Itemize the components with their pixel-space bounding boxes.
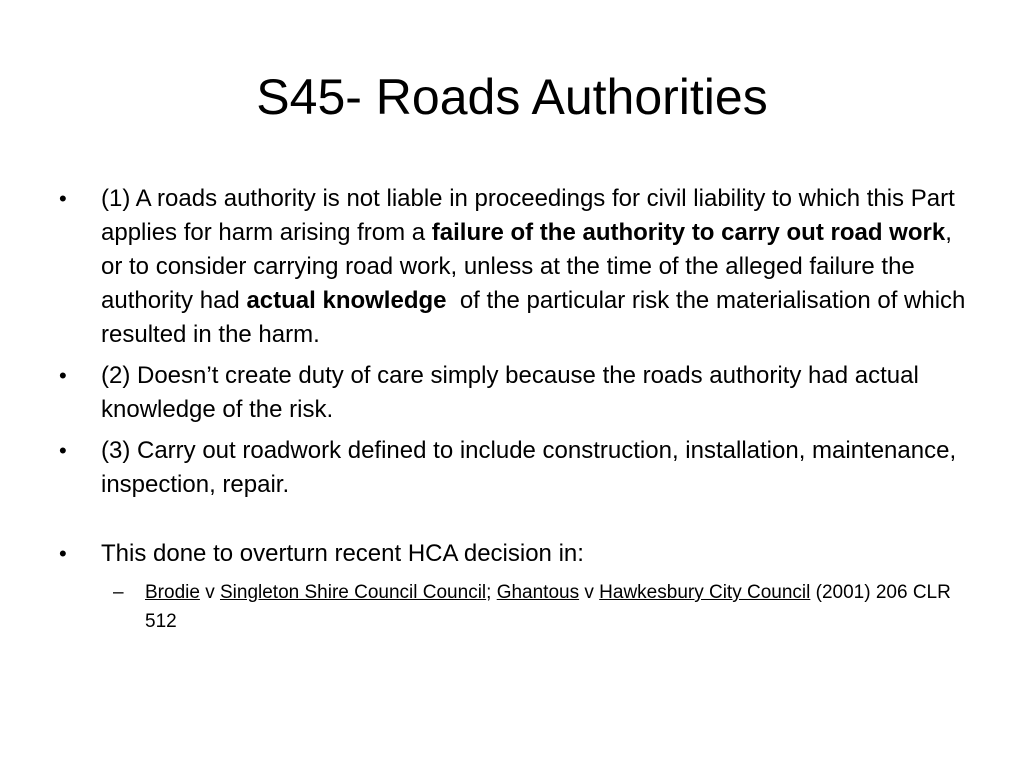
bullet-marker: •: [59, 438, 67, 463]
bullet-text: This done to overturn recent HCA decision in:: [101, 540, 584, 567]
bullet-item-2: [56, 359, 976, 427]
slide-body: [56, 182, 976, 636]
bold-phrase: actual knowledge: [246, 287, 447, 314]
bullet-text: (1) A roads authority is not liable in proceedings for civil liability to which this Part applies for harm arising from a: [101, 185, 955, 246]
bullet-text: of the particular risk the materialisation of which resulted in the harm.: [101, 287, 973, 348]
bullet-item-1: [56, 182, 976, 352]
case-party-link[interactable]: Brodie: [145, 582, 200, 603]
sub-bullet-case-citation: [101, 578, 976, 636]
bullet-text: (3) Carry out roadwork defined to include construction, installation, maintenance, inspection, repair.: [101, 437, 957, 498]
case-party-link[interactable]: Hawkesbury City Council: [599, 582, 811, 603]
case-party-link[interactable]: Singleton Shire Council Council: [219, 582, 487, 603]
bullet-marker: •: [59, 186, 67, 211]
bullet-marker: •: [59, 541, 67, 566]
bullet-marker: •: [59, 363, 67, 388]
bullet-item-4: [56, 537, 976, 571]
citation-text: (2001) 206 CLR 512: [145, 582, 951, 632]
bullet-item-3: [56, 434, 976, 502]
sub-bullet-marker: –: [113, 582, 124, 603]
versus-text: v: [199, 582, 220, 603]
bullet-text: (2) Doesn’t create duty of care simply because the roads authority had actual knowledge of the risk.: [101, 362, 919, 423]
separator-text: ;: [486, 582, 497, 603]
bullet-text: , or to consider carrying road work, unless at the time of the alleged failure the authority had: [101, 219, 952, 314]
versus-text: v: [579, 582, 600, 603]
slide-title: S45- Roads Authorities: [256, 69, 768, 125]
case-party-link[interactable]: Ghantous: [496, 582, 580, 603]
bold-phrase: failure of the authority to carry out road work: [431, 219, 946, 246]
